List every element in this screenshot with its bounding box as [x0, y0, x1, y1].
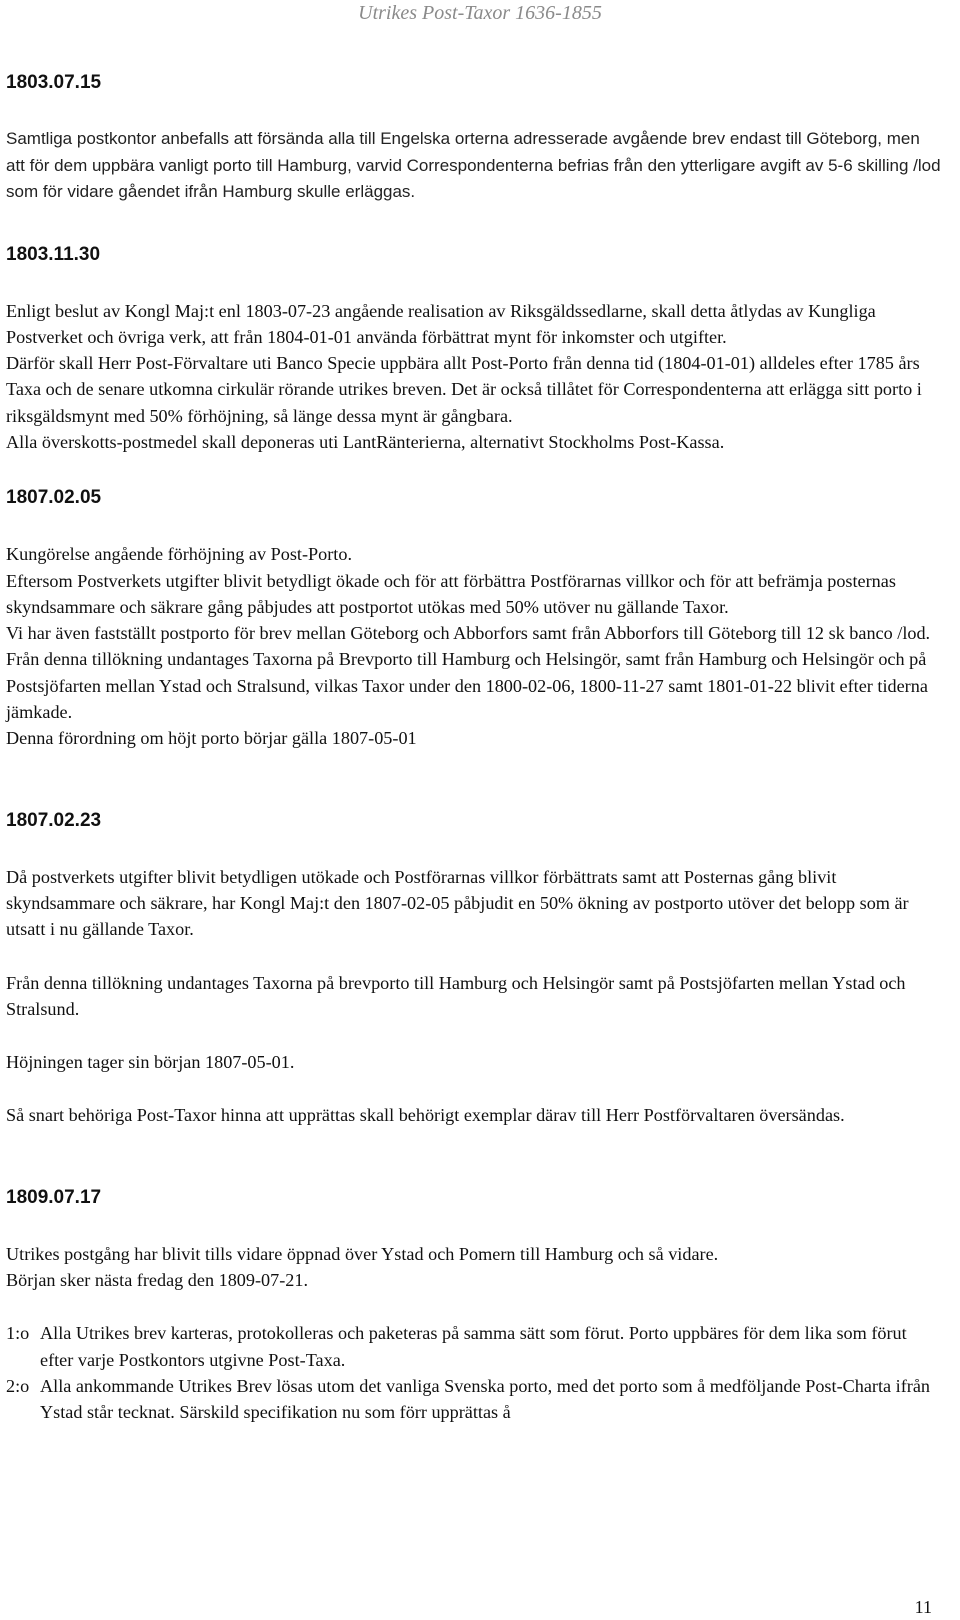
item-number: 1:o — [6, 1323, 30, 1344]
entry-paragraph: Höjningen tager sin början 1807-05-01. — [6, 1052, 295, 1073]
entry-line: Kungörelse angående förhöjning av Post-Porto. — [6, 544, 352, 565]
entry-line: Enligt beslut av Kongl Maj:t enl 1803-07-23 angående realisation av Riksgäldssedlarne, skall detta åtlydas av Kungliga Postverket och övriga verk, att från 1804-01-01 använda förbättrat mynt för inkomster och utgifter. — [6, 300, 876, 347]
document-body — [6, 70, 941, 1426]
entry-line: Utrikes postgång har blivit tills vidare öppnad över Ystad och Pomern till Hamburg och så vidare. — [6, 1243, 719, 1264]
running-header: Utrikes Post-Taxor 1636-1855 — [358, 2, 602, 24]
entry-paragraph: Så snart behöriga Post-Taxor hinna att upprättas skall behörigt exemplar därav till Herr Postförvaltaren översändas. — [6, 1105, 845, 1126]
item-number: 2:o — [6, 1375, 30, 1396]
entry-line: Alla överskotts-postmedel skall deponeras uti LantRänterierna, alternativt Stockholms Post-Kassa. — [6, 431, 725, 452]
page-number: 11 — [914, 1597, 932, 1617]
entry-paragraph: Från denna tillökning undantages Taxorna på brevporto till Hamburg och Helsingör samt på Postsjöfarten mellan Ystad och Stralsund. — [6, 972, 906, 1019]
entry-line: Början sker nästa fredag den 1809-07-21. — [6, 1270, 309, 1291]
numbered-item — [6, 1373, 941, 1426]
entry-text: Samtliga postkontor anbefalls att försända alla till Engelska orterna adresserade avgående brev endast till Göteborg, men att för dem uppbära vanligt porto till Hamburg, varvid Correspondenterna befrias från den ytterligare avgift av 5-6 skilling /lod som för vidare gåendet ifrån Hamburg skulle erläggas. — [6, 129, 941, 201]
entry-line: Därför skall Herr Post-Förvaltare uti Banco Specie uppbära allt Post-Porto från denna tid (1804-01-01) alldeles efter 1785 års Taxa och de senare utkomna cirkulär rörande utrikes breven. Det är också tillåtet för Correspondenterna att erlägga sitt porto i riksgäldsmynt med 50% förhöjning, så länge dessa mynt är gångbara. — [6, 353, 922, 426]
entry-line: Eftersom Postverkets utgifter blivit betydligt ökade och för att förbättra Postförarnas villkor och för att befrämja posternas skyndsammare och säkrare gång påbjudes att postportot utökas med 50% utöver nu gällande Taxor. — [6, 570, 896, 617]
item-text: Alla ankommande Utrikes Brev lösas utom det vanliga Svenska porto, med det porto som å medföljande Post-Charta ifrån Ystad står tecknat. Särskild specifikation nu som förr upprättas å — [40, 1375, 930, 1423]
entry-date: 1803.11.30 — [6, 243, 101, 265]
item-text: Alla Utrikes brev karteras, protokolleras och paketeras på samma sätt som förut. Porto uppbäres för dem lika som förut efter varje Postkontors utgivne Post-Taxa. — [40, 1323, 907, 1370]
entry-line: Denna förordning om höjt porto börjar gälla 1807-05-01 — [6, 728, 417, 749]
entry-date: 1803.07.15 — [6, 72, 102, 93]
entry-paragraph: Då postverkets utgifter blivit betydligen utökade och Postförarnas villkor förbättrats samt att Posternas gång blivit skyndsammare och säkrare, har Kongl Maj:t den 1807-02-05 påbjudit en 50% ökning av postporto utöver det belopp som är utsatt i nu gällande Taxor. — [6, 866, 909, 940]
entry-line: Från denna tillökning undantages Taxorna på Brevporto till Hamburg och Helsingör, samt från Hamburg och Helsingör och på Postsjöfarten mellan Ystad och Stralsund, vilkas Taxor under den 1800-02-06, 1800-11-27 samt 1801-01-22 blivit efter tiderna jämkade. — [6, 649, 928, 723]
entry-date: 1807.02.05 — [6, 487, 102, 509]
entry-date: 1809.07.17 — [6, 1186, 102, 1208]
entry-line: Vi har även fastställt postporto för brev mellan Göteborg och Abborfors samt från Abborfors till Göteborg till 12 sk banco /lod. — [6, 623, 931, 644]
numbered-item — [6, 1320, 941, 1373]
entry-date: 1807.02.23 — [6, 809, 102, 831]
